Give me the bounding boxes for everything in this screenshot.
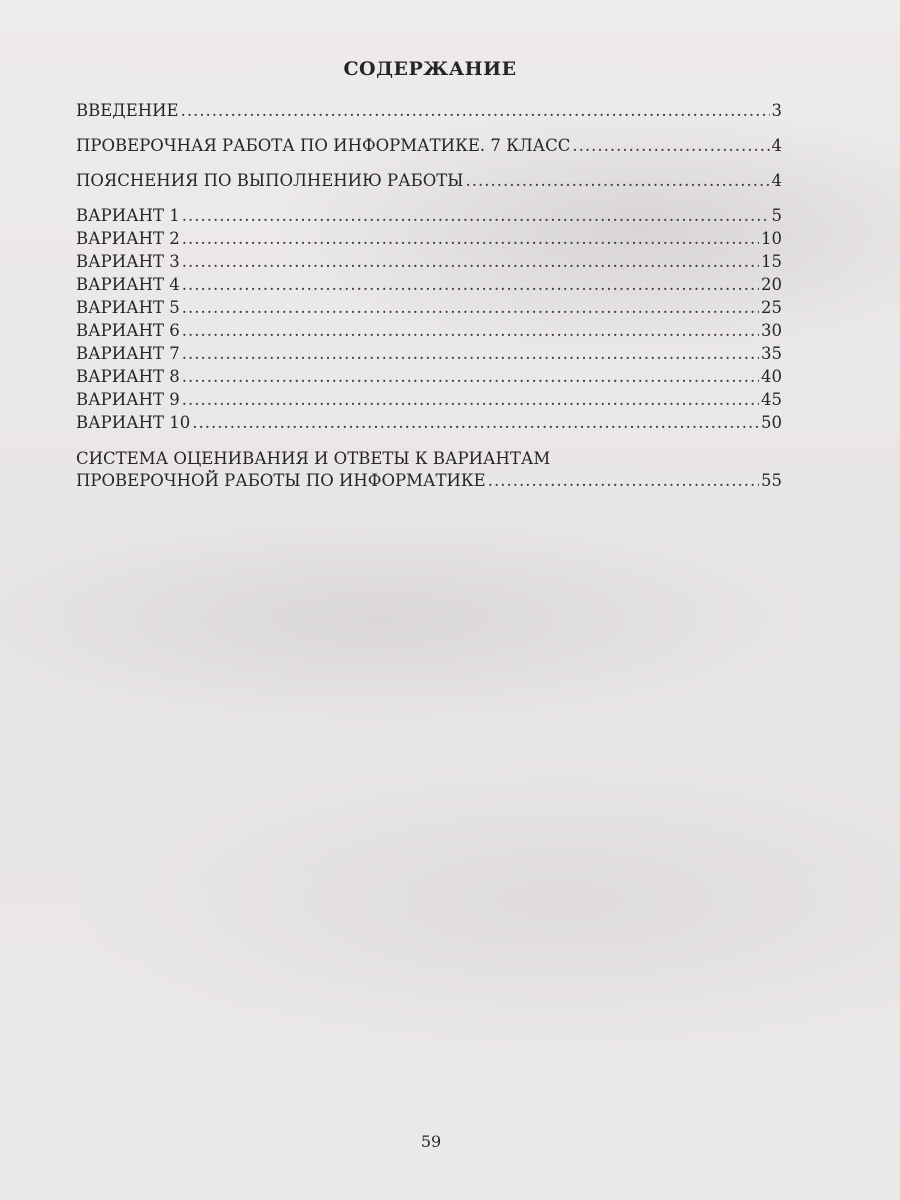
toc-entry-variant-3 bbox=[76, 251, 782, 273]
toc-entry-assessment bbox=[76, 470, 782, 492]
dot-leader bbox=[181, 100, 770, 122]
toc-entry-page: 4 bbox=[771, 136, 782, 155]
toc-entry-label: ВАРИАНТ 5 bbox=[76, 298, 180, 317]
toc-entry-page: 10 bbox=[761, 229, 782, 248]
toc-entry-page: 25 bbox=[761, 298, 782, 317]
toc-entry-variant-4 bbox=[76, 274, 782, 296]
toc-entry-test-work bbox=[76, 135, 782, 157]
toc-entry-explanations bbox=[76, 170, 782, 192]
toc-entry-variant-6 bbox=[76, 320, 782, 342]
table-of-contents bbox=[76, 100, 782, 492]
toc-entry-page: 15 bbox=[761, 252, 782, 271]
toc-entry-label: ВАРИАНТ 6 bbox=[76, 321, 180, 340]
toc-entry-variant-9 bbox=[76, 389, 782, 411]
toc-entry-page: 35 bbox=[761, 344, 782, 363]
toc-entry-label: ВАРИАНТ 1 bbox=[76, 206, 180, 225]
toc-entry-variant-1 bbox=[76, 205, 782, 227]
toc-entry-label: ВАРИАНТ 10 bbox=[76, 413, 191, 432]
toc-entry-introduction bbox=[76, 100, 782, 122]
dot-leader bbox=[182, 228, 759, 250]
toc-entry-variant-8 bbox=[76, 366, 782, 388]
toc-entry-variant-7 bbox=[76, 343, 782, 365]
toc-entry-page: 20 bbox=[761, 275, 782, 294]
dot-leader bbox=[488, 470, 759, 492]
toc-entry-page: 40 bbox=[761, 367, 782, 386]
toc-entry-label: ВАРИАНТ 2 bbox=[76, 229, 180, 248]
dot-leader bbox=[182, 205, 770, 227]
dot-leader bbox=[466, 170, 770, 192]
dot-leader bbox=[182, 251, 759, 273]
toc-entry-variant-10 bbox=[76, 412, 782, 434]
dot-leader bbox=[182, 320, 759, 342]
toc-entry-label: ВАРИАНТ 4 bbox=[76, 275, 180, 294]
dot-leader bbox=[182, 343, 759, 365]
toc-entry-label: ПРОВЕРОЧНАЯ РАБОТА ПО ИНФОРМАТИКЕ. 7 КЛАСС bbox=[76, 136, 571, 155]
dot-leader bbox=[182, 297, 759, 319]
toc-entry-page: 3 bbox=[771, 101, 782, 120]
toc-entry-page: 50 bbox=[761, 413, 782, 432]
toc-entry-label: ВВЕДЕНИЕ bbox=[76, 101, 179, 120]
toc-title: СОДЕРЖАНИЕ bbox=[343, 58, 517, 80]
toc-entry-page: 4 bbox=[771, 171, 782, 190]
dot-leader bbox=[182, 274, 759, 296]
toc-entry-label: ВАРИАНТ 9 bbox=[76, 390, 180, 409]
toc-entry-assessment-line1: СИСТЕМА ОЦЕНИВАНИЯ И ОТВЕТЫ К ВАРИАНТАМ bbox=[76, 449, 551, 468]
toc-entry-label: ПРОВЕРОЧНОЙ РАБОТЫ ПО ИНФОРМАТИКЕ bbox=[76, 471, 486, 490]
toc-entry-label: ПОЯСНЕНИЯ ПО ВЫПОЛНЕНИЮ РАБОТЫ bbox=[76, 171, 464, 190]
toc-entry-page: 30 bbox=[761, 321, 782, 340]
page-number: 59 bbox=[420, 1132, 442, 1151]
dot-leader bbox=[182, 366, 759, 388]
dot-leader bbox=[572, 135, 769, 157]
dot-leader bbox=[182, 389, 759, 411]
toc-entry-page: 55 bbox=[761, 471, 782, 490]
toc-entry-page: 5 bbox=[771, 206, 782, 225]
toc-entry-label: ВАРИАНТ 8 bbox=[76, 367, 180, 386]
toc-entry-variant-5 bbox=[76, 297, 782, 319]
dot-leader bbox=[192, 412, 759, 434]
toc-entry-variant-2 bbox=[76, 228, 782, 250]
toc-entry-label: ВАРИАНТ 3 bbox=[76, 252, 180, 271]
toc-entry-page: 45 bbox=[761, 390, 782, 409]
toc-entry-label: ВАРИАНТ 7 bbox=[76, 344, 180, 363]
